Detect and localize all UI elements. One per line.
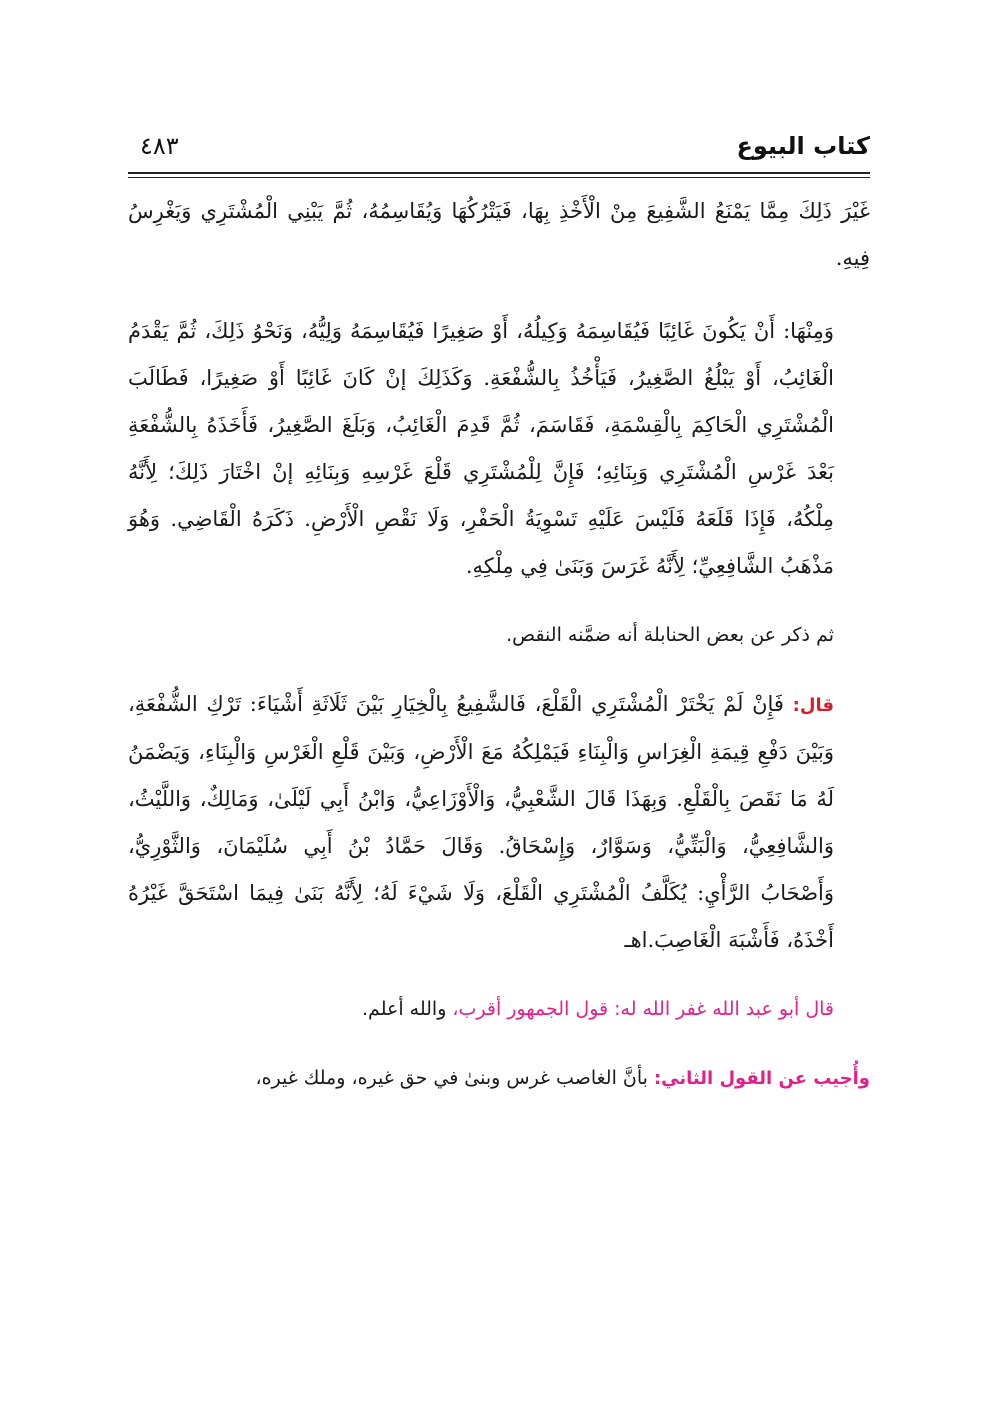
paragraph-3: ثم ذكر عن بعض الحنابلة أنه ضمَّنه النقص.	[506, 624, 834, 646]
answer-label: وأُجيب عن القول الثاني:	[653, 1068, 870, 1089]
quote-label: قال:	[792, 695, 834, 716]
header-rule-thick	[128, 172, 870, 174]
page-body	[128, 188, 870, 1102]
page-header	[128, 128, 870, 168]
book-title: كتاب البيوع	[736, 132, 870, 160]
paragraph-6-text: بأنَّ الغاصب غرس وبنىٰ في حق غيره، وملك غيره،	[255, 1067, 654, 1089]
author-note: قال أبو عبد الله غفر الله له: قول الجمهور أقرب،	[452, 998, 834, 1020]
paragraph-4	[128, 681, 870, 964]
page-number: ٤٨٣	[140, 132, 179, 160]
paragraph-2: وَمِنْهَا: أَنْ يَكُونَ غَائِبًا فَيُقَاسِمَهُ وَكِيلُهُ، أَوْ صَغِيرًا فَيُقَاسِمَهُ وَلِيُّهُ، وَنَحْوُ ذَلِكَ، ثُمَّ يَقْدَمُ الْغَائِبُ، أَوْ يَبْلُغُ الصَّغِيرُ، فَيَأْخُذُ بِالشُّفْعَةِ. وَكَذَلِكَ إنْ كَانَ غَائِبًا أَوْ صَغِيرًا، فَطَالَبَ الْمُشْتَرِي الْحَاكِمَ بِالْقِسْمَةِ، فَقَاسَمَ، ثُمَّ قَدِمَ الْغَائِبُ، وَبَلَغَ الصَّغِيرُ، فَأَخَذَهُ بِالشُّفْعَةِ بَعْدَ غَرْسِ الْمُشْتَرِي وَبِنَائِهِ؛ فَإِنَّ لِلْمُشْتَرِي قَلْعَ غَرْسِهِ وَبِنَائِهِ إنْ اخْتَارَ ذَلِكَ؛ لِأَنَّهُ مِلْكُهُ، فَإِذَا قَلَعَهُ فَلَيْسَ عَلَيْهِ تَسْوِيَةُ الْحَفْرِ، وَلَا نَقْصِ الْأَرْضِ. ذَكَرَهُ الْقَاضِي. وَهُوَ مَذْهَبُ الشَّافِعِيِّ؛ لِأَنَّهُ غَرَسَ وَبَنَىٰ فِي مِلْكِهِ.	[128, 319, 834, 578]
paragraph-5-text: والله أعلم.	[362, 998, 453, 1020]
paragraph-4-text: فَإِنْ لَمْ يَخْتَرْ الْمُشْتَرِي الْقَلْعَ، فَالشَّفِيعُ بِالْخِيَارِ بَيْنَ ثَلَاثَةِ أَشْيَاءَ: تَرْكِ الشُّفْعَةِ، وَبَيْنَ دَفْعِ قِيمَةِ الْغِرَاسِ وَالْبِنَاءِ فَيَمْلِكُهُ مَعَ الْأَرْضِ، وَبَيْنَ قَلْعِ الْغَرْسِ وَالْبِنَاءِ، وَيَضْمَنُ لَهُ مَا نَقَصَ بِالْقَلْعِ. وَبِهَذَا قَالَ الشَّعْبِيُّ، وَالْأَوْزَاعِيُّ، وَابْنُ أَبِي لَيْلَىٰ، وَمَالِكٌ، وَاللَّيْثُ، وَالشَّافِعِيُّ، وَالْبَتِّيُّ، وَسَوَّارٌ، وَإِسْحَاقُ. وَقَالَ حَمَّادُ بْنُ أَبِي سُلَيْمَانَ، وَالثَّوْرِيُّ، وَأَصْحَابُ الرَّأْيِ: يُكَلَّفُ الْمُشْتَرِي الْقَلْعَ، وَلَا شَيْءَ لَهُ؛ لِأَنَّهُ بَنَىٰ فِيمَا اسْتَحَقَّ غَيْرُهُ أَخْذَهُ، فَأَشْبَهَ الْغَاصِبَ.اهـ	[128, 692, 834, 952]
paragraph-5	[128, 986, 870, 1033]
header-rule-thin	[128, 177, 870, 178]
paragraph-1: غَيْرَ ذَلِكَ مِمَّا يَمْنَعُ الشَّفِيعَ مِنْ الْأَخْذِ بِهَا، فَيَتْرُكُهَا وَيُقَاسِمُهُ، ثُمَّ يَبْنِي الْمُشْتَرِي وَيَغْرِسُ فِيهِ.	[128, 199, 871, 270]
paragraph-6	[128, 1055, 870, 1102]
